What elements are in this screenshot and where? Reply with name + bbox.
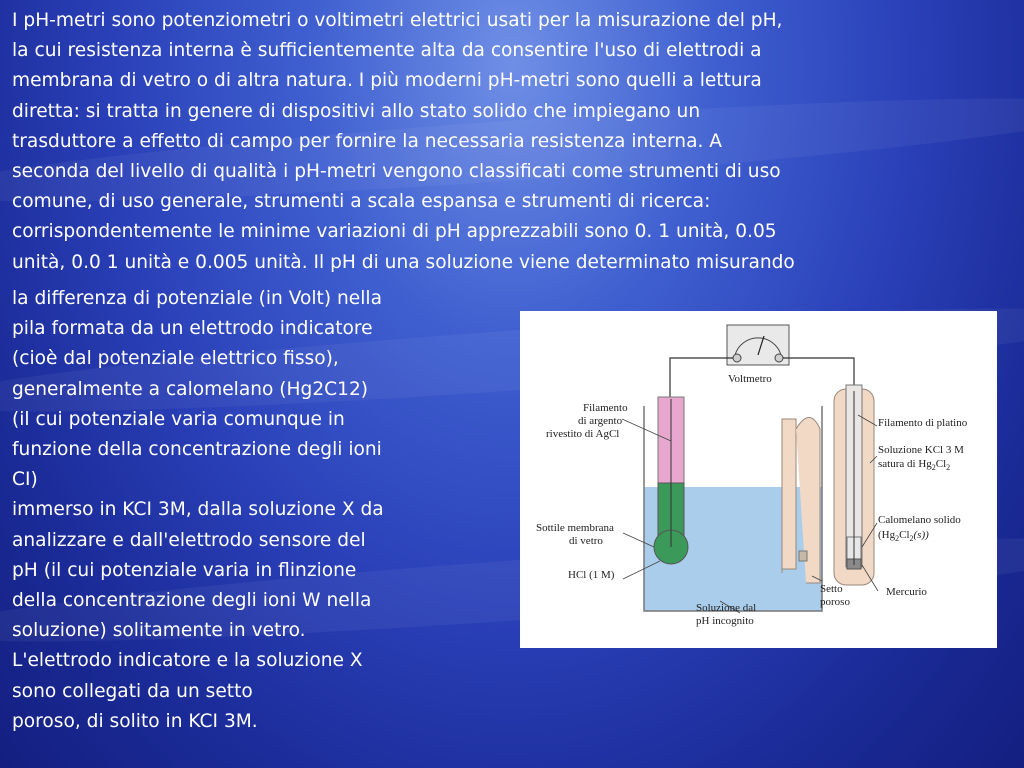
label-platinum: Filamento di platino	[878, 417, 968, 429]
glass-electrode	[654, 397, 688, 564]
paragraph-left: la differenza di potenziale (in Volt) nella pila formata da un elettrodo indicatore (cioè dal potenziale elettrico fisso), generalmente a calomelano (Hg2C12) (il cui potenziale varia comunque in funzione della concentrazione degli ioni CI) immerso in KCI 3M, dalla soluzione X da analizzare e dall'elettrodo sensore del pH (il cui potenziale varia in flinzione della concentrazione degli ioni W nella soluzione) solitamente in vetro. L'elettrodo indicatore e la soluzione X sono collegati da un setto poroso, di solito in KCI 3M.	[12, 288, 384, 732]
label-kcl-1: Soluzione KCl 3 M	[878, 444, 964, 456]
label-solution-2: pH incognito	[696, 615, 754, 627]
ph-meter-diagram-svg	[520, 311, 997, 648]
label-frit-1: Setto	[820, 583, 843, 595]
label-silver-wire-3: rivestito di AgCl	[546, 428, 620, 440]
label-frit-2: poroso	[820, 596, 850, 608]
label-silver-wire-1: Filamento	[583, 402, 628, 414]
voltmeter-label: Voltmetro	[728, 373, 772, 385]
label-hcl: HCl (1 M)	[568, 569, 615, 581]
label-membrane-2: di vetro	[569, 535, 603, 547]
paragraph-top: I pH-metri sono potenziometri o voltimetri elettrici usati per la misurazione del pH, la cui resistenza interna è sufficientemente alta da consentire l'uso di elettrodi a membrana di vetro o di altra natura. I più moderni pH-metri sono quelli a lettura diretta: si tratta in genere di dispositivi allo stato solido che impiegano un trasduttore a effetto di campo per fornire la necessaria resistenza interna. A seconda del livello di qualità i pH-metri vengono classificati come strumenti di uso comune, di uso generale, strumenti a scala espansa e strumenti di ricerca: corrispondentemente le minime variazioni di pH apprezzabili sono 0. 1 unità, 0.05 unità, 0.0 1 unità e 0.005 unità. Il pH di una soluzione viene determinato misurando	[12, 10, 795, 273]
wire-right	[783, 358, 854, 391]
label-calomel-2: $(Hg_2Cl_2(s))$	[878, 529, 929, 543]
label-calomel-1: Calomelano solido	[878, 514, 961, 526]
ph-meter-diagram	[520, 311, 997, 648]
label-membrane-1: Sottile membrana	[536, 522, 614, 534]
label-mercury: Mercurio	[886, 586, 927, 598]
label-solution-1: Soluzione dal	[696, 602, 757, 614]
wire-left	[670, 358, 733, 399]
reference-electrode	[782, 385, 874, 585]
voltmeter	[727, 325, 789, 365]
label-silver-wire-2: di argento	[578, 415, 623, 427]
label-kcl-2: satura di $Hg_2Cl_2$	[878, 458, 951, 472]
